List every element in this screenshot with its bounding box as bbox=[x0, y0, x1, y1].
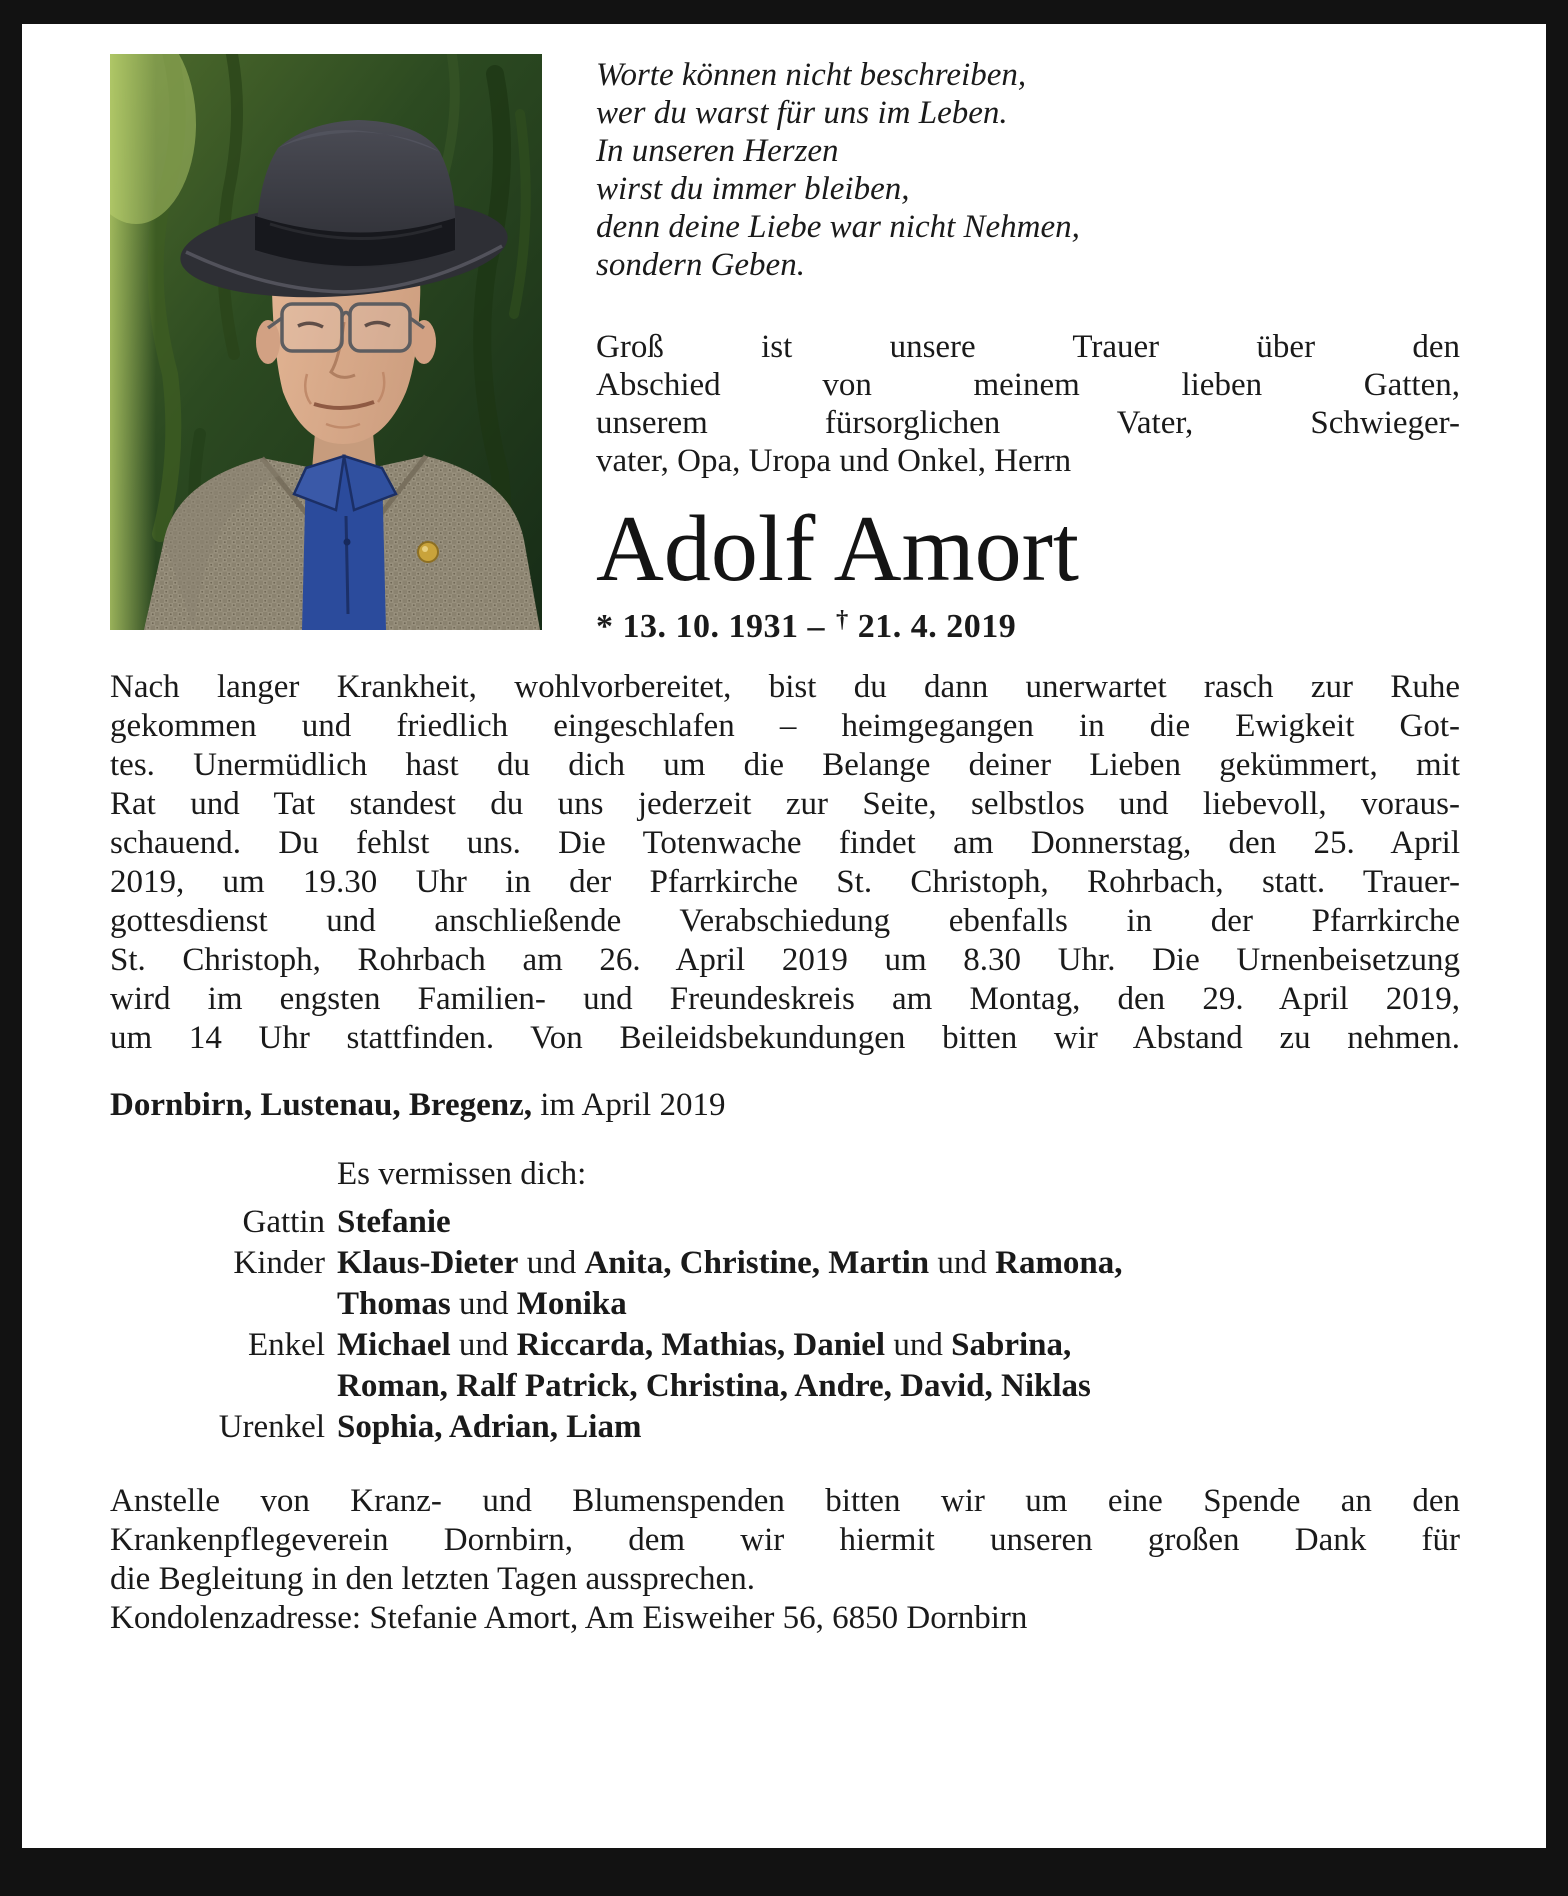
obituary-text-line: St. Christoph, Rohrbach am 26. April 2019 um 8.30 Uhr. Die Urnenbeisetzung bbox=[110, 942, 1460, 978]
month-year: im April 2019 bbox=[540, 1087, 726, 1123]
death-date: 21. 4. 2019 bbox=[857, 608, 1017, 645]
mourner-name: Monika bbox=[516, 1286, 627, 1322]
memorial-poem-line: denn deine Liebe war nicht Nehmen, bbox=[596, 209, 1080, 245]
lapel-pin-highlight bbox=[422, 546, 428, 552]
obituary-text bbox=[110, 668, 1460, 1058]
memorial-poem-line: wer du warst für uns im Leben. bbox=[596, 95, 1008, 131]
man-shirt bbox=[294, 456, 396, 630]
obituary-text-line: Rat und Tat standest du uns jederzeit zur Seite, selbstlos und liebevoll, voraus- bbox=[110, 786, 1460, 822]
mourner-name: Sophia, Adrian, Liam bbox=[337, 1409, 642, 1445]
obituary-text-line: tes. Unermüdlich hast du dich um die Belange deiner Lieben gekümmert, mit bbox=[110, 747, 1460, 783]
intro-text-line: Abschied von meinem lieben Gatten, bbox=[596, 367, 1460, 403]
obituary-card bbox=[22, 24, 1546, 1848]
mourner-name: Roman, Ralf Patrick, Christina, Andre, David, Niklas bbox=[337, 1368, 1091, 1404]
mourners-list bbox=[110, 1202, 1460, 1448]
connector-word: und bbox=[885, 1327, 952, 1363]
lapel-pin bbox=[418, 542, 438, 562]
closing-text bbox=[110, 1482, 1460, 1599]
mourner-name: Ramona, bbox=[995, 1245, 1123, 1281]
birth-date: * 13. 10. 1931 – bbox=[596, 608, 825, 645]
header-section bbox=[110, 54, 1460, 646]
mourner-names bbox=[337, 1243, 1460, 1325]
mourner-names bbox=[337, 1407, 1460, 1448]
obituary-text-line: 2019, um 19.30 Uhr in der Pfarrkirche St. Christoph, Rohrbach, statt. Trauer- bbox=[110, 864, 1460, 900]
closing-text-line: Krankenpflegeverein Dornbirn, dem wir hiermit unseren großen Dank für bbox=[110, 1522, 1460, 1558]
intro-text-line: unserem fürsorglichen Vater, Schwieger- bbox=[596, 405, 1460, 441]
obituary-text-line: schauend. Du fehlst uns. Die Totenwache findet am Donnerstag, den 25. April bbox=[110, 825, 1460, 861]
condolence-line: Kondolenzadresse: Stefanie Amort, Am Eisweiher 56, 6850 Dornbirn bbox=[110, 1600, 1028, 1636]
mourner-role-label: Enkel bbox=[248, 1327, 325, 1363]
mourner-name: Thomas bbox=[337, 1286, 451, 1322]
obituary-text-line: gottesdienst und anschließende Verabschiedung ebenfalls in der Pfarrkirche bbox=[110, 903, 1460, 939]
memorial-poem-line: sondern Geben. bbox=[596, 247, 805, 283]
mourner-name: Klaus-Dieter bbox=[337, 1245, 519, 1281]
portrait-photo bbox=[110, 54, 542, 630]
intro-text bbox=[596, 328, 1460, 480]
mourner-name: Anita, Christine, Martin bbox=[584, 1245, 930, 1281]
mourner-names bbox=[337, 1325, 1460, 1407]
mourner-name: Sabrina, bbox=[951, 1327, 1072, 1363]
mourner-role-label: Kinder bbox=[233, 1245, 325, 1281]
mourner-name: Michael bbox=[337, 1327, 451, 1363]
obituary-text-line: wird im engsten Familien- und Freundeskreis am Montag, den 29. April 2019, bbox=[110, 981, 1460, 1017]
obituary-text-line: um 14 Uhr stattfinden. Von Beileidsbekundungen bitten wir Abstand zu nehmen. bbox=[110, 1020, 1460, 1056]
header-right-column bbox=[596, 54, 1460, 646]
life-dates bbox=[596, 605, 1460, 646]
intro-text-line: Groß ist unsere Trauer über den bbox=[596, 329, 1460, 365]
connector-word: und bbox=[450, 1327, 517, 1363]
death-cross-symbol: † bbox=[836, 605, 849, 633]
place-names: Dornbirn, Lustenau, Bregenz, bbox=[110, 1087, 533, 1123]
mourner-role-label: Urenkel bbox=[218, 1409, 325, 1445]
mourner-names bbox=[337, 1202, 1460, 1243]
memorial-poem-line: In unseren Herzen bbox=[596, 133, 839, 169]
closing-text-line: die Begleitung in den letzten Tagen aussprechen. bbox=[110, 1561, 755, 1597]
mourner-name: Riccarda, Mathias, Daniel bbox=[516, 1327, 886, 1363]
memorial-poem-line: wirst du immer bleiben, bbox=[596, 171, 910, 207]
portrait-illustration bbox=[110, 54, 542, 630]
connector-word: und bbox=[518, 1245, 585, 1281]
closing-text-line: Anstelle von Kranz- und Blumenspenden bitten wir um eine Spende an den bbox=[110, 1483, 1460, 1519]
connector-word: und bbox=[929, 1245, 996, 1281]
memorial-poem bbox=[596, 54, 1460, 284]
intro-text-line: vater, Opa, Uropa und Onkel, Herrn bbox=[596, 443, 1072, 479]
deceased-name: Adolf Amort bbox=[596, 497, 1080, 601]
obituary-text-line: gekommen und friedlich eingeschlafen – heimgegangen in die Ewigkeit Got- bbox=[110, 708, 1460, 744]
connector-word: und bbox=[450, 1286, 517, 1322]
mourner-role-label: Gattin bbox=[242, 1204, 325, 1240]
memorial-poem-line: Worte können nicht beschreiben, bbox=[596, 57, 1027, 93]
mourner-name: Stefanie bbox=[337, 1204, 451, 1240]
obituary-text-line: Nach langer Krankheit, wohlvorbereitet, bist du dann unerwartet rasch zur Ruhe bbox=[110, 669, 1460, 705]
place-date-line bbox=[110, 1086, 1460, 1125]
mourners-heading: Es vermissen dich: bbox=[337, 1156, 587, 1192]
